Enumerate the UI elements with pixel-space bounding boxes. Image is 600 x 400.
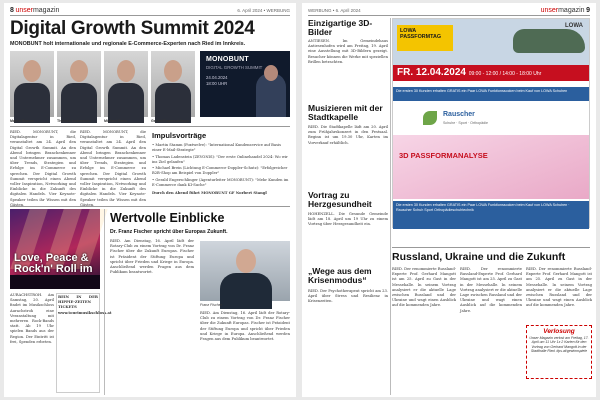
ad-notice-2: Die ersten 30 Kunden erhalten GRATIS ein Paar LOWA Funktionssocken beim Kauf von LOWA Schuhen · Rauscher Schuh Sport Orthopädieschuhtechnik [393, 201, 589, 229]
concert-box-title: BEIN IN DER HIPPIE-ZEITEN [58, 295, 98, 305]
russland-text: RIED. Der renommierte Russland-Experte Prof. Gerhard Mangott ist am 25. April zu Gast in der Messehalle. In seinem Vortrag analysiert er die aktuelle Lage zwischen Russland und der Ukraine und wagt einen Ausblick auf die kommenden Jahre. [392, 267, 456, 308]
speaker-photo [151, 51, 195, 117]
concert-image [10, 209, 100, 289]
verlosung-title: Verlosung [543, 328, 575, 335]
tickets-url: www.tourimusikschloss.at [58, 310, 112, 315]
interview-subheadline: Dr. Franz Fischer spricht über Europas Zukunft. [110, 229, 228, 235]
speaker-photo [10, 51, 54, 117]
interview-headline: Wertvolle Einblicke [110, 211, 225, 225]
magazine-brand: unsermagazin [15, 6, 60, 14]
impulse-item: • Martin Stamm (Foxtwelve): "International Kundenservice auf Basis einer E-Mail-Strategie" [152, 143, 282, 153]
analysis-banner [393, 135, 589, 199]
page-number: 9 [586, 6, 590, 14]
lowa-ad [392, 18, 590, 228]
ad-brand-box: LOWA PASSFORMTAG [397, 25, 453, 51]
speaker-caption: Michael Brein [104, 119, 128, 123]
speaker-caption: Thomas Ladenstein [57, 119, 91, 123]
impulse-item: • Michael Brein (Lichtung E-Commerce-Doppler-Schutz): "Erfolgreicher B2B-Shop am Beispiel von Doppler" [152, 166, 288, 176]
impulse-footer: Durch den Abend führt MONOBUNT GF Norbert Stangl [152, 191, 267, 196]
interviewee-photo [200, 241, 290, 301]
ad-subtitle: DIGITAL GROWTH SUMMIT [206, 65, 263, 70]
speaker-photo [104, 51, 148, 117]
right-page [302, 3, 596, 397]
issue-line: 6. April 2024 • WERBUNG [237, 7, 290, 13]
concert-text: AURACHSTROH. Am Samstag, 20. April findet im Musikschloss Aurachstroh eine Veranstaltung mit mehreren Rock-Bands statt. Ab 19 Uhr spielen Bands aus der Region. Der Eintritt ist frei, Spenden erbeten. [10, 293, 54, 344]
column-text: RIED. Die Stadtkapelle lädt am 20. April zum Frühjahrskonzert in den Festsaal. Beginn ist um 19.30 Uhr, Karten im Vorverkauf erhältlich. [308, 125, 388, 145]
impulse-item: • Gerald Engerschlinger (Agenturleiter MONOBUNT): "Mehr Kunden im E-Commerce dank KI-Suche" [152, 178, 289, 188]
interview-text-cont: RIED. Am Dienstag, 16. April lädt der Rotary-Club zu einem Vortrag von Dr. Franz Fischer über die Zukunft Europas. Fischer ist Präsident der Stiftung Europa und spricht über Frieden und Kriege in Europa. Anschließend werden Fragen aus dem Publikum beantwortet. [200, 311, 290, 342]
article-headline: Digital Growth Summit 2024 [10, 18, 255, 39]
issue-line: WERBUNG • 6. April 2024 [308, 7, 361, 13]
leaf-icon [423, 111, 437, 125]
impulse-item: • Thomas Ladenstein (ZEVONIS): "Der erste Onlinehandel 2024: Wo wir ins Ziel gelaufen" [152, 154, 288, 164]
analysis-title: 3D PASSFORMANALYSE [399, 151, 488, 160]
intro-text-cont: RIED. MONOBUNT, die Digitalagentur in Ried, veranstaltet am 24. April den Digital Growth Summit. An den Abend bringen Branchenkenner und Unternehmer zusammen, um über Trends, Strategien und Erfolge im E-Commerce zu sprechen. Der Digital Growth Summit verspricht einen Abend voller Inspiration, Networking und Einblicke in die Zukunft des digitalen Handels. Vier Keynote-Speaker teilen ihr Wissen mit den Gästen. [80, 130, 146, 207]
concert-box [56, 293, 112, 393]
page-number: 8 [10, 6, 14, 14]
intro-text: RIED. MONOBUNT, die Digitalagentur in Ried, veranstaltet am 24. April den Digital Growth Summit. An den Abend bringen Branchenkenner und Unternehmer zusammen, um über Trends, Strategien und Erfolge im E-Commerce zu sprechen. Der Digital Growth Summit verspricht einen Abend voller Inspiration, Networking und Einblicke in die Zukunft des digitalen Handels. Vier Keynote-Speaker teilen ihr Wissen mit den Gästen. [10, 130, 76, 207]
impulse-heading: Impulsvorträge [152, 131, 207, 140]
article-subheadline: MONOBUNT holt internationale und regionale E-Commerce-Experten nach Ried im Innkreis. [10, 41, 246, 47]
page-header [10, 5, 290, 16]
magazine-brand: unsermagazin [540, 6, 585, 14]
ad-date-bar: FR. 12.04.2024 09:00 - 12:00 / 14:00 - 18:00 Uhr [393, 65, 589, 81]
page-header [308, 5, 590, 16]
verlosung-text: Unser Magazin verlost am Freitag, 17. April um 11 Uhr 1x 2 Karten für den Vortrag von Gerhard Mangott in der Stadthalle Ried. tips.at/gewinnspiele [529, 336, 589, 354]
left-page [4, 3, 296, 397]
ad-notice: Die ersten 30 Kunden erhalten GRATIS ein Paar LOWA Funktionssocken beim Kauf von LOWA Schuhen [393, 87, 589, 101]
verlosung-box [526, 325, 592, 379]
column-text: HOHENZELL. Die Gesunde Gemeinde lädt am 18. April um 19 Uhr zu einem Vortrag über Herzgesundheit ein. [308, 212, 388, 227]
speaker-caption: Gerald Engerschlinger [151, 119, 190, 123]
summit-ad [200, 51, 290, 117]
russland-text-cont: RIED. Der renommierte Russland-Experte Prof. Gerhard Mangott ist am 25. April zu Gast in der Messehalle. In seinem Vortrag analysiert er die aktuelle Lage zwischen Russland und der Ukraine und wagt einen Ausblick auf die kommenden Jahre. [460, 267, 523, 313]
concert-title: Love, Peace & Rock'n' Roll im [14, 252, 93, 275]
column-heading: Vortrag zu Herzgesundheit [308, 190, 372, 209]
tickets-label: TICKETS [58, 305, 77, 310]
column-heading: Musizieren mit der Stadtkapelle [308, 103, 383, 122]
column-text: ANTIESEN. Im Gemeindehaus Antiesenhofen wird am Freitag, 19. April eine Ausstellung mit 3D-Bildern gezeigt. Besucher können die Werke mit speziellen Brillen betrachten. [308, 39, 388, 64]
ad-date: 24.04.2024 [206, 75, 228, 80]
shoe-image [513, 29, 585, 53]
store-logo: Rauscher Schuhe · Sport · Orthopädie [393, 107, 589, 131]
russland-headline: Russland, Ukraine und die Zukunft [392, 251, 566, 263]
photo-caption: Franz Fischer [200, 303, 222, 307]
speaker-caption: Martin Stamm [10, 119, 34, 123]
ad-time: 18:00 UHR [206, 81, 228, 86]
speaker-photo [57, 51, 101, 117]
impulse-list [152, 143, 290, 198]
ad-brand-logo: LOWA [565, 23, 583, 29]
column-heading: „Wege aus dem Krisenmodus“ [308, 266, 372, 285]
column-heading: Einzigartige 3D-Bilder [308, 18, 373, 37]
column-text: RIED. Der Psychotherapeut spricht am 23. April über Stress und Resilienz in Krisenzeiten. [308, 289, 388, 304]
ad-title: MONOBUNT [206, 56, 249, 63]
russland-text-cont2: RIED. Der renommierte Russland-Experte Prof. Gerhard Mangott ist am 25. April zu Gast in der Messehalle. In seinem Vortrag analysiert er die aktuelle Lage zwischen Russland und der Ukraine und wagt einen Ausblick auf die kommenden Jahre. [526, 267, 592, 308]
interview-text: RIED. Am Dienstag, 16. April lädt der Rotary-Club zu einem Vortrag von Dr. Franz Fischer über die Zukunft Europas. Fischer ist Präsident der Stiftung Europa und spricht über Frieden und Kriege in Europa. Anschließend werden Fragen aus dem Publikum beantwortet. [110, 239, 194, 275]
